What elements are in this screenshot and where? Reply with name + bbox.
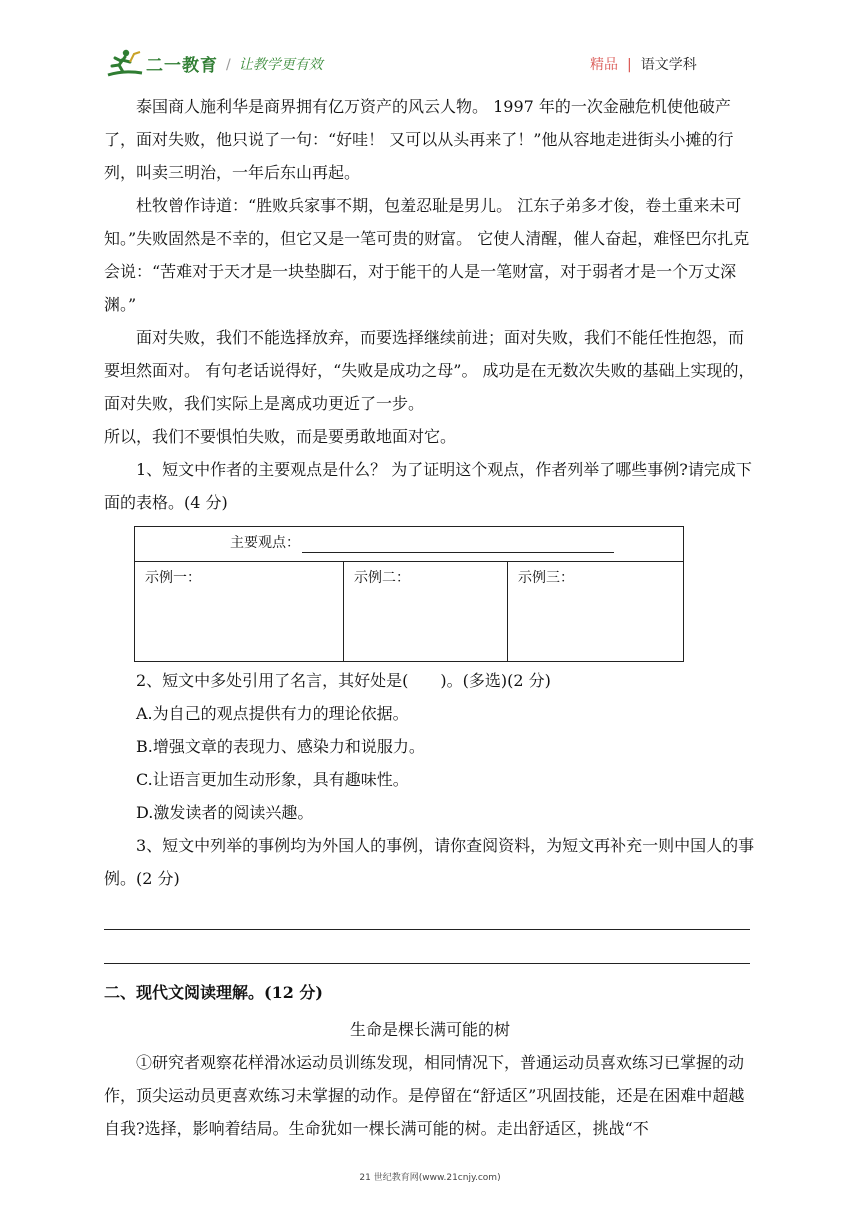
example-1-cell[interactable]: 示例一： [135,562,344,662]
option-d: D.激发读者的阅读兴趣。 [136,803,314,822]
option-c: C.让语言更加生动形象，具有趣味性。 [136,770,409,789]
header-category: 精品 | 语文学科 [590,57,697,73]
main-viewpoint-label: 主要观点： [230,535,300,551]
page-header [0,0,860,90]
passage-conclusion: 所以，我们不要惧怕失败，而是要勇敢地面对它。 [104,427,457,446]
logo [104,48,218,78]
example-3-cell[interactable]: 示例三： [508,562,684,662]
document-body [104,90,756,1145]
passage-paragraph-1: 泰国商人施利华是商界拥有亿万资产的风云人物。 1997 年的一次金融危机使他破产了，面对失败，他只说了一句：“好哇！ 又可以从头再来了！”他从容地走进街头小摊的行列，叫卖三明治，一年后东山再起。 [104,97,734,182]
reading-paragraph-1: ①研究者观察花样滑冰运动员训练发现，相同情况下，普通运动员喜欢练习已掌握的动作，顶尖运动员更喜欢练习未掌握的动作。是停留在“舒适区”巩固技能，还是在困难中超越自我?选择，影响着结局。生命犹如一棵长满可能的树。走出舒适区，挑战“不 [104,1053,745,1138]
passage-paragraph-3: 面对失败，我们不能选择放弃，而要选择继续前进；面对失败，我们不能任性抱怨，而要坦然面对。 有句老话说得好，“失败是成功之母”。 成功是在无数次失败的基础上实现的，面对失败，我们实际上是离成功更近了一步。 [104,328,755,413]
page-footer: 21 世纪教育网(www.21cnjy.com) [359,1173,501,1183]
runner-logo-icon [104,48,144,78]
quality-label: 精品 [590,57,618,73]
reading-title: 生命是棵长满可能的树 [349,1020,510,1039]
question-3: 3、短文中列举的事例均为外国人的事例，请你查阅资料，为短文再补充一则中国人的事例。(2 分) [104,836,755,888]
option-a: A.为自己的观点提供有力的理论依据。 [136,704,409,723]
subject-label: 语文学科 [640,57,697,73]
main-viewpoint-cell[interactable] [135,527,684,562]
main-viewpoint-blank[interactable] [302,536,614,553]
brand-name: 二一教育 [146,55,218,76]
question-2: 2、短文中多处引用了名言，其好处是( )。(多选)(2 分) [136,671,551,690]
section-2-heading: 二、现代文阅读理解。(12 分) [104,983,323,1002]
example-2-cell[interactable]: 示例二： [344,562,508,662]
question-1: 1、短文中作者的主要观点是什么？ 为了证明这个观点，作者列举了哪些事例?请完成下面的表格。(4 分) [104,460,752,512]
passage-paragraph-2: 杜牧曾作诗道：“胜败兵家事不期，包羞忍耻是男儿。 江东子弟多才俊，卷土重来未可知。”失败固然是不幸的，但它又是一笔可贵的财富。 它使人清醒，催人奋起，难怪巴尔扎克会说：“苦难对于天才是一块垫脚石，对于能干的人是一笔财富，对于弱者才是一个万丈深渊。” [104,196,750,314]
answer-table [134,526,684,662]
option-b: B.增强文章的表现力、感染力和说服力。 [136,737,425,756]
slogan: / 让教学更有效 [226,57,323,73]
